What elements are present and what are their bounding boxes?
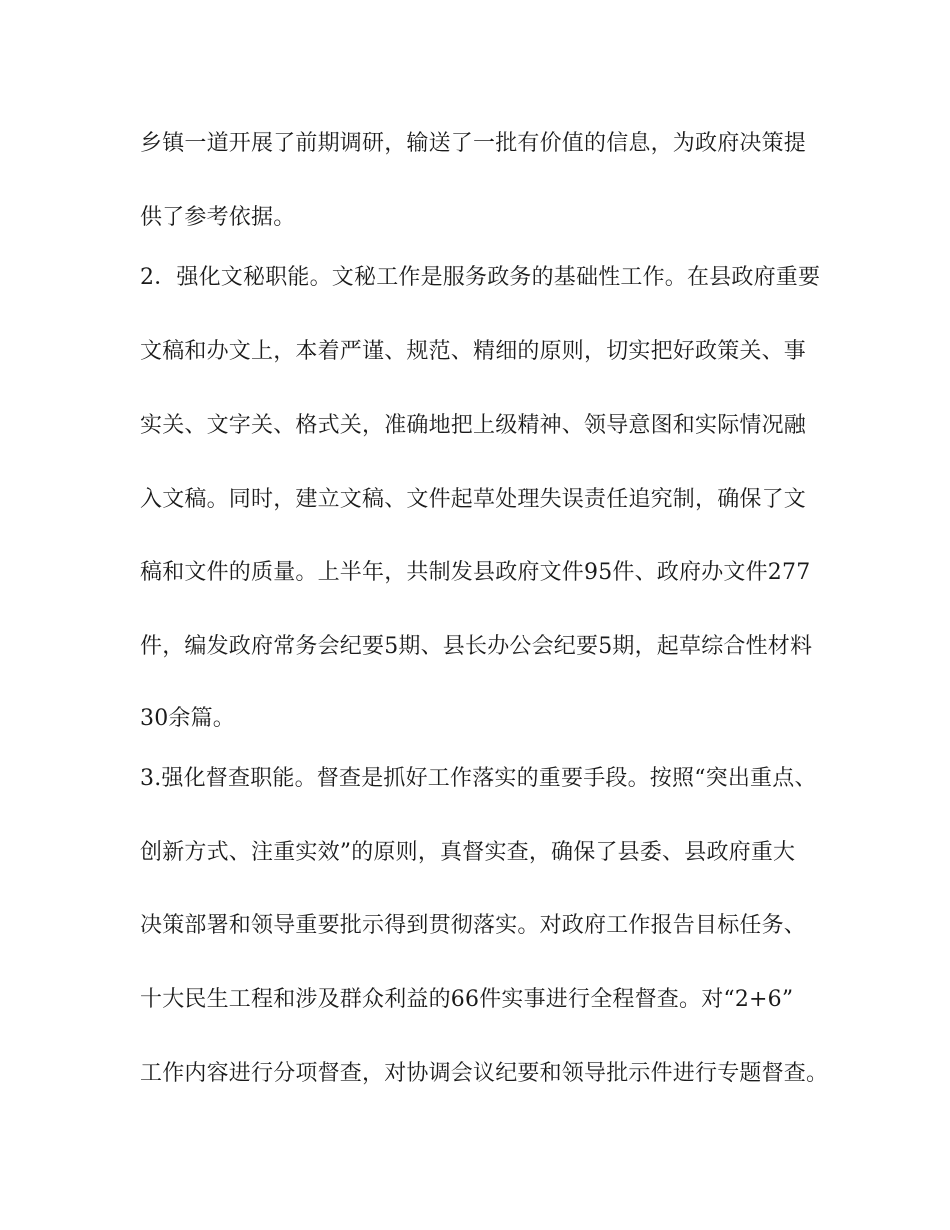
text-line: 稿和文件的质量。上半年，共制发县政府文件95件、政府办文件277 xyxy=(140,560,811,585)
text-line: 创新方式、注重实效”的原则，真督实查，确保了县委、县政府重大 xyxy=(140,840,796,865)
text-line: 决策部署和领导重要批示得到贯彻落实。对政府工作报告目标任务、 xyxy=(140,913,807,938)
text-line: 3.强化督查职能。督查是抓好工作落实的重要手段。按照“突出重点、 xyxy=(140,766,817,791)
text-line: 30余篇。 xyxy=(140,706,235,731)
text-line: 乡镇一道开展了前期调研，输送了一批有价值的信息，为政府决策提 xyxy=(140,131,807,156)
text-line: 文稿和办文上，本着严谨、规范、精细的原则，切实把好政策关、事 xyxy=(140,339,807,364)
text-line: 实关、文字关、格式关，准确地把上级精神、领导意图和实际情况融 xyxy=(140,413,807,438)
text-line: 2．强化文秘职能。文秘工作是服务政务的基础性工作。在县政府重要 xyxy=(140,265,821,290)
text-line: 入文稿。同时，建立文稿、文件起草处理失误责任追究制，确保了文 xyxy=(140,487,807,512)
text-line: 工作内容进行分项督查，对协调会议纪要和领导批示件进行专题督查。 xyxy=(140,1061,829,1086)
text-line: 十大民生工程和涉及群众利益的66件实事进行全程督查。对“2+6” xyxy=(140,987,794,1012)
text-line: 供了参考依据。 xyxy=(140,205,296,230)
text-line: 件，编发政府常务会纪要5期、县长办公会纪要5期，起草综合性材料 xyxy=(140,634,813,659)
